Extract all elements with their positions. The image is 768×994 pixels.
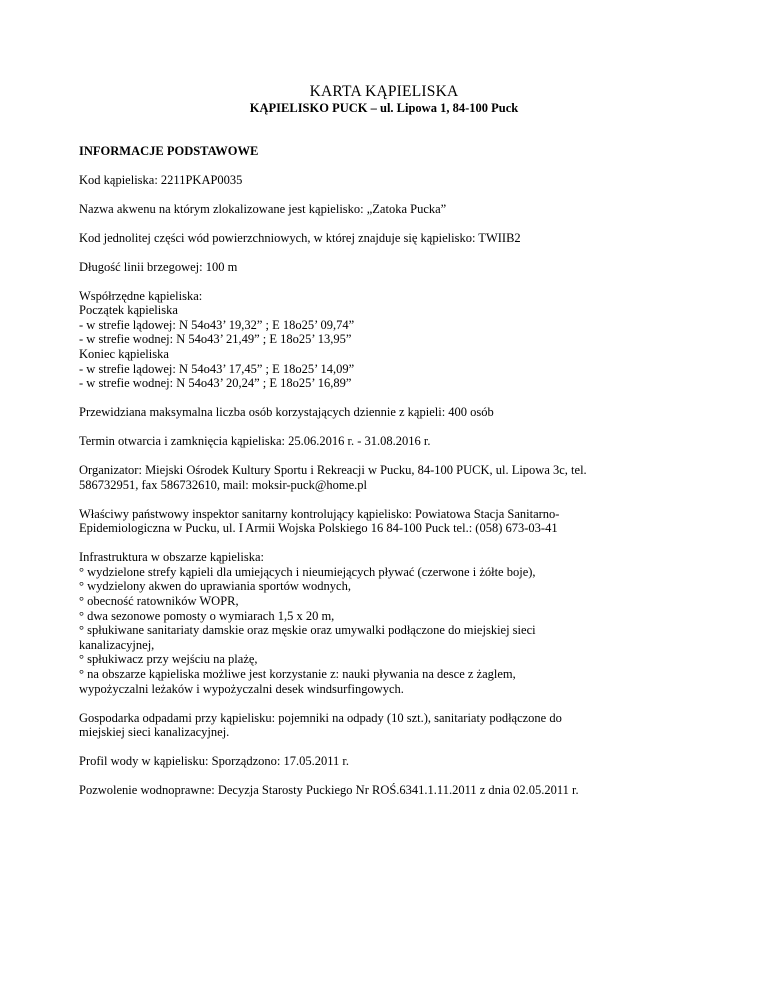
document-body: [79, 144, 669, 812]
inspector-line: Epidemiologiczna w Pucku, ul. I Armii Wojska Polskiego 16 84-100 Puck tel.: (058) 673-03-41: [79, 521, 558, 536]
organizer-block: [79, 463, 669, 492]
season-dates: Termin otwarcia i zamknięcia kąpieliska: 25.06.2016 r. - 31.08.2016 r.: [79, 434, 431, 449]
section-heading: INFORMACJE PODSTAWOWE: [79, 144, 259, 158]
shoreline-length: Długość linii brzegowej: 100 m: [79, 259, 238, 274]
coordinates-end-header: Koniec kąpieliska: [79, 346, 169, 361]
infrastructure-item: ° obecność ratowników WOPR,: [79, 593, 239, 608]
infrastructure-item: kanalizacyjnej,: [79, 637, 155, 652]
infrastructure-block: [79, 550, 669, 696]
infrastructure-item: ° wydzielony akwen do uprawiania sportów wodnych,: [79, 579, 351, 594]
coordinates-end-land: - w strefie lądowej: N 54o43’ 17,45” ; E 18o25’ 14,09”: [79, 361, 355, 376]
coordinates-header: Współrzędne kąpieliska:: [79, 288, 203, 303]
inspector-block: [79, 507, 669, 536]
infrastructure-item: ° spłukiwane sanitariaty damskie oraz męskie oraz umywalki podłączone do miejskiej sieci: [79, 623, 536, 638]
infrastructure-header: Infrastruktura w obszarze kąpieliska:: [79, 550, 264, 565]
inspector-line: Właściwy państwowy inspektor sanitarny kontrolujący kąpielisko: Powiatowa Stacja Sanitarno-: [79, 506, 560, 521]
coordinates-block: [79, 289, 669, 391]
bathing-site-code: Kod kąpieliska: 2211PKAP0035: [79, 172, 243, 187]
organizer-line: 586732951, fax 586732610, mail: moksir-puck@home.pl: [79, 477, 367, 492]
coordinates-start-land: - w strefie lądowej: N 54o43’ 19,32” ; E 18o25’ 09,74”: [79, 317, 355, 332]
waste-management-block: [79, 711, 669, 740]
infrastructure-item: ° wydzielone strefy kąpieli dla umiejących i nieumiejących pływać (czerwone i żółte boje),: [79, 564, 536, 579]
coordinates-start-header: Początek kąpieliska: [79, 303, 178, 318]
waste-management-line: miejskiej sieci kanalizacyjnej.: [79, 725, 230, 740]
coordinates-end-water: - w strefie wodnej: N 54o43’ 20,24” ; E 18o25’ 16,89”: [79, 376, 352, 391]
infrastructure-item: ° spłukiwacz przy wejściu na plażę,: [79, 652, 258, 667]
infrastructure-item: ° na obszarze kąpieliska możliwe jest korzystanie z: nauki pływania na desce z żaglem,: [79, 666, 516, 681]
coordinates-start-water: - w strefie wodnej: N 54o43’ 21,49” ; E 18o25’ 13,95”: [79, 332, 352, 347]
infrastructure-item: wypożyczalni leżaków i wypożyczalni desek windsurfingowych.: [79, 681, 404, 696]
waste-management-line: Gospodarka odpadami przy kąpielisku: pojemniki na odpady (10 szt.), sanitariaty podłączone do: [79, 710, 562, 725]
document-title: KARTA KĄPIELISKA: [309, 83, 459, 100]
water-part-code: Kod jednolitej części wód powierzchniowych, w której znajduje się kąpielisko: TWIIB2: [79, 230, 521, 245]
water-profile: Profil wody w kąpielisku: Sporządzono: 17.05.2011 r.: [79, 754, 349, 769]
infrastructure-item: ° dwa sezonowe pomosty o wymiarach 1,5 x 20 m,: [79, 608, 335, 623]
organizer-line: Organizator: Miejski Ośrodek Kultury Sportu i Rekreacji w Pucku, 84-100 PUCK, ul. Lipowa 3c, tel.: [79, 463, 587, 478]
max-persons: Przewidziana maksymalna liczba osób korzystających dziennie z kąpieli: 400 osób: [79, 405, 494, 420]
water-permit: Pozwolenie wodnoprawne: Decyzja Starosty Puckiego Nr ROŚ.6341.1.11.2011 z dnia 02.05.2011 r.: [79, 783, 579, 798]
water-body-name: Nazwa akwenu na którym zlokalizowane jest kąpielisko: „Zatoka Pucka”: [79, 201, 447, 216]
document-subtitle: KĄPIELISKO PUCK – ul. Lipowa 1, 84-100 Puck: [249, 101, 519, 115]
